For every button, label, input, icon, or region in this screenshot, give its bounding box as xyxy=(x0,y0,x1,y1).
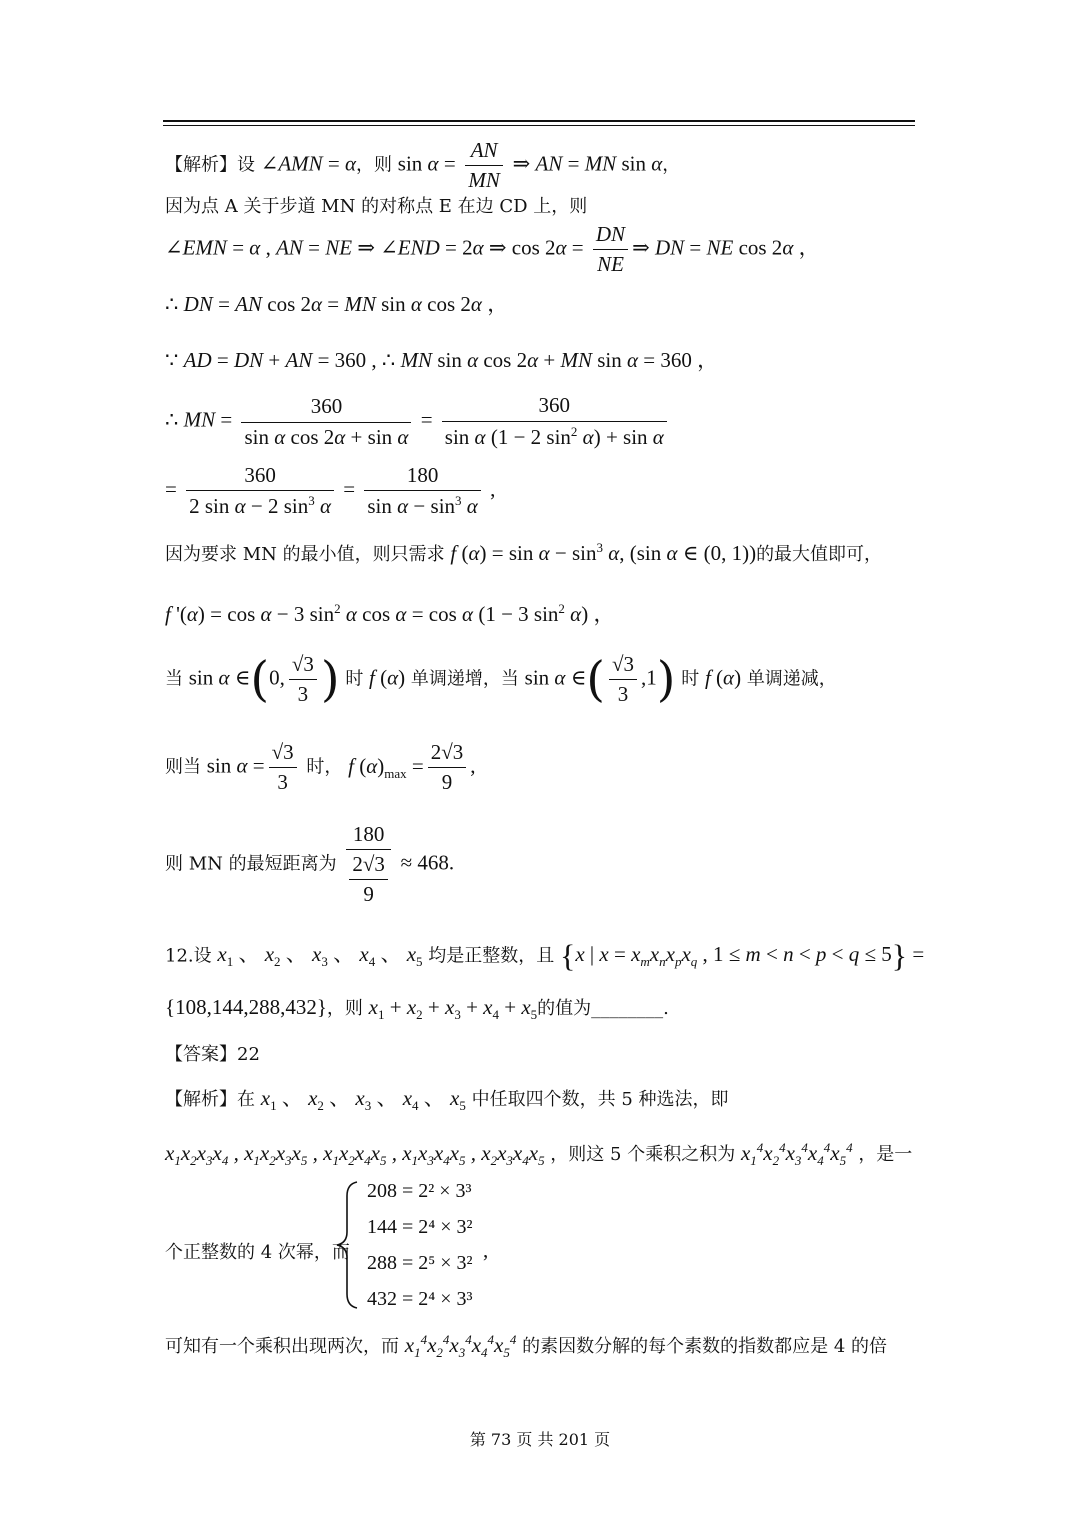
q11-line-8: 因为要求 MN 的最小值，则只需求 f $(\alpha) = \sin \alpha - \sin^3 \alpha$, (sin α ∈ (0, 1))的最大值即可， xyxy=(165,540,883,565)
q11-line-3: ∠EMN = α , AN = NE ⇒ ∠END = 2α ⇒ cos 2α = $\frac{DN}{NE}$ ⇒ DN = NE cos 2α ， xyxy=(165,222,820,276)
header-rule-thick xyxy=(163,120,915,122)
left-brace-icon xyxy=(333,1180,363,1310)
header-rule-thin xyxy=(163,125,915,126)
q11-line-11: 则当 sin α = $\frac{√3}{3}$ 时， f $(\alpha)_{max}$ = $\frac{2√3}{9}$ , xyxy=(165,740,476,794)
q11-line-5: ∵ AD = DN + AN = 360 , ∴ MN sin α cos 2α + MN sin α = 360 ， xyxy=(165,348,719,372)
q12-answer: 【答案】22 xyxy=(165,1044,260,1065)
q11-line-9: f '(α) = cos α − 3 $\sin^2 \alpha$ cos α = cos α (1 − 3 $\sin^2 \alpha$) ， xyxy=(165,601,615,626)
q12-line-7: 可知有一个乘积出现两次，而 $x_1^4x_2^4x_3^4x_4^4x_5^4$ 的素因数分解的每个素数的指数都应是 4 的倍 xyxy=(165,1332,888,1361)
q11-line-6: ∴ MN = $\frac{360}{\text{sin α cos 2α + sin α}}$ = $\frac{360}{\sin \alpha (1 - 2 \sin^2 \alpha) + \sin \alpha}$ xyxy=(165,393,671,450)
system-row: 208 = 2² × 3³ xyxy=(367,1180,472,1202)
q11-line-2: 因为点 A 关于步道 MN 的对称点 E 在边 CD 上，则 xyxy=(165,196,588,217)
system-row: 432 = 2⁴ × 3³ xyxy=(367,1288,473,1310)
q11-line-1: 【解析】设 ∠AMN = α，则 sin α = $\frac{AN}{MN}$ ⇒ AN = MN sin α， xyxy=(165,138,681,192)
system-row: 288 = 2⁵ × 3² xyxy=(367,1252,473,1274)
system-row: 144 = 2⁴ × 3² xyxy=(367,1216,473,1238)
q12-line-5: $x_1x_2x_3x_4$ , $x_1x_2x_3x_5$ , $x_1x_2x_4x_5$ , $x_1x_3x_4x_5$ , $x_2x_3x_4x_5$ ，则这 5 个乘积之积为 $x_1^4x_2^4x_3^4x_4^4x_5^4$ ，是一 xyxy=(165,1140,913,1169)
q12-line-6: 个正整数的 4 次幂，而 xyxy=(165,1242,350,1263)
q11-line-7: = $\frac{360}{2 \sin \alpha - 2 \sin^3 \alpha}$ = $\frac{180}{\sin \alpha - \sin^3 \alpha}$ , xyxy=(165,463,496,518)
q11-line-12: 则 MN 的最短距离为 $\frac{180}{\frac{2√3}{9}}$ ≈ 468. xyxy=(165,822,455,906)
q11-line-10: 当 sin α ∈(0, $\frac{√3}{3}$ ) 时 f (α) 单调递增，当 sin α ∈( $\frac{√3}{3}$ ,1) 时 f (α) 单调递减， xyxy=(165,651,837,708)
q12-line-4: 【解析】在 $x_1$ 、 $x_2$ 、 $x_3$ 、 $x_4$ 、 $x_5$ 中任取四个数，共 5 种选法，即 xyxy=(165,1086,729,1114)
q12-line-2: {108,144,288,432}，则 $x_1 + x_2 + x_3 + x_4 + x_5$的值为________. xyxy=(165,995,669,1023)
q11-line-4: ∴ DN = AN cos 2α = MN sin α cos 2α ， xyxy=(165,292,509,316)
page-footer: 第 73 页 共 201 页 xyxy=(469,1430,611,1449)
q12-line-1: 12.设 $x_1$ 、 $x_2$ 、 $x_3$ 、 $x_4$ 、 $x_5$ 均是正整数，且 {x | $x = x_mx_nx_px_q$ , 1 ≤ m < n < p < q ≤ 5} = xyxy=(165,938,925,974)
